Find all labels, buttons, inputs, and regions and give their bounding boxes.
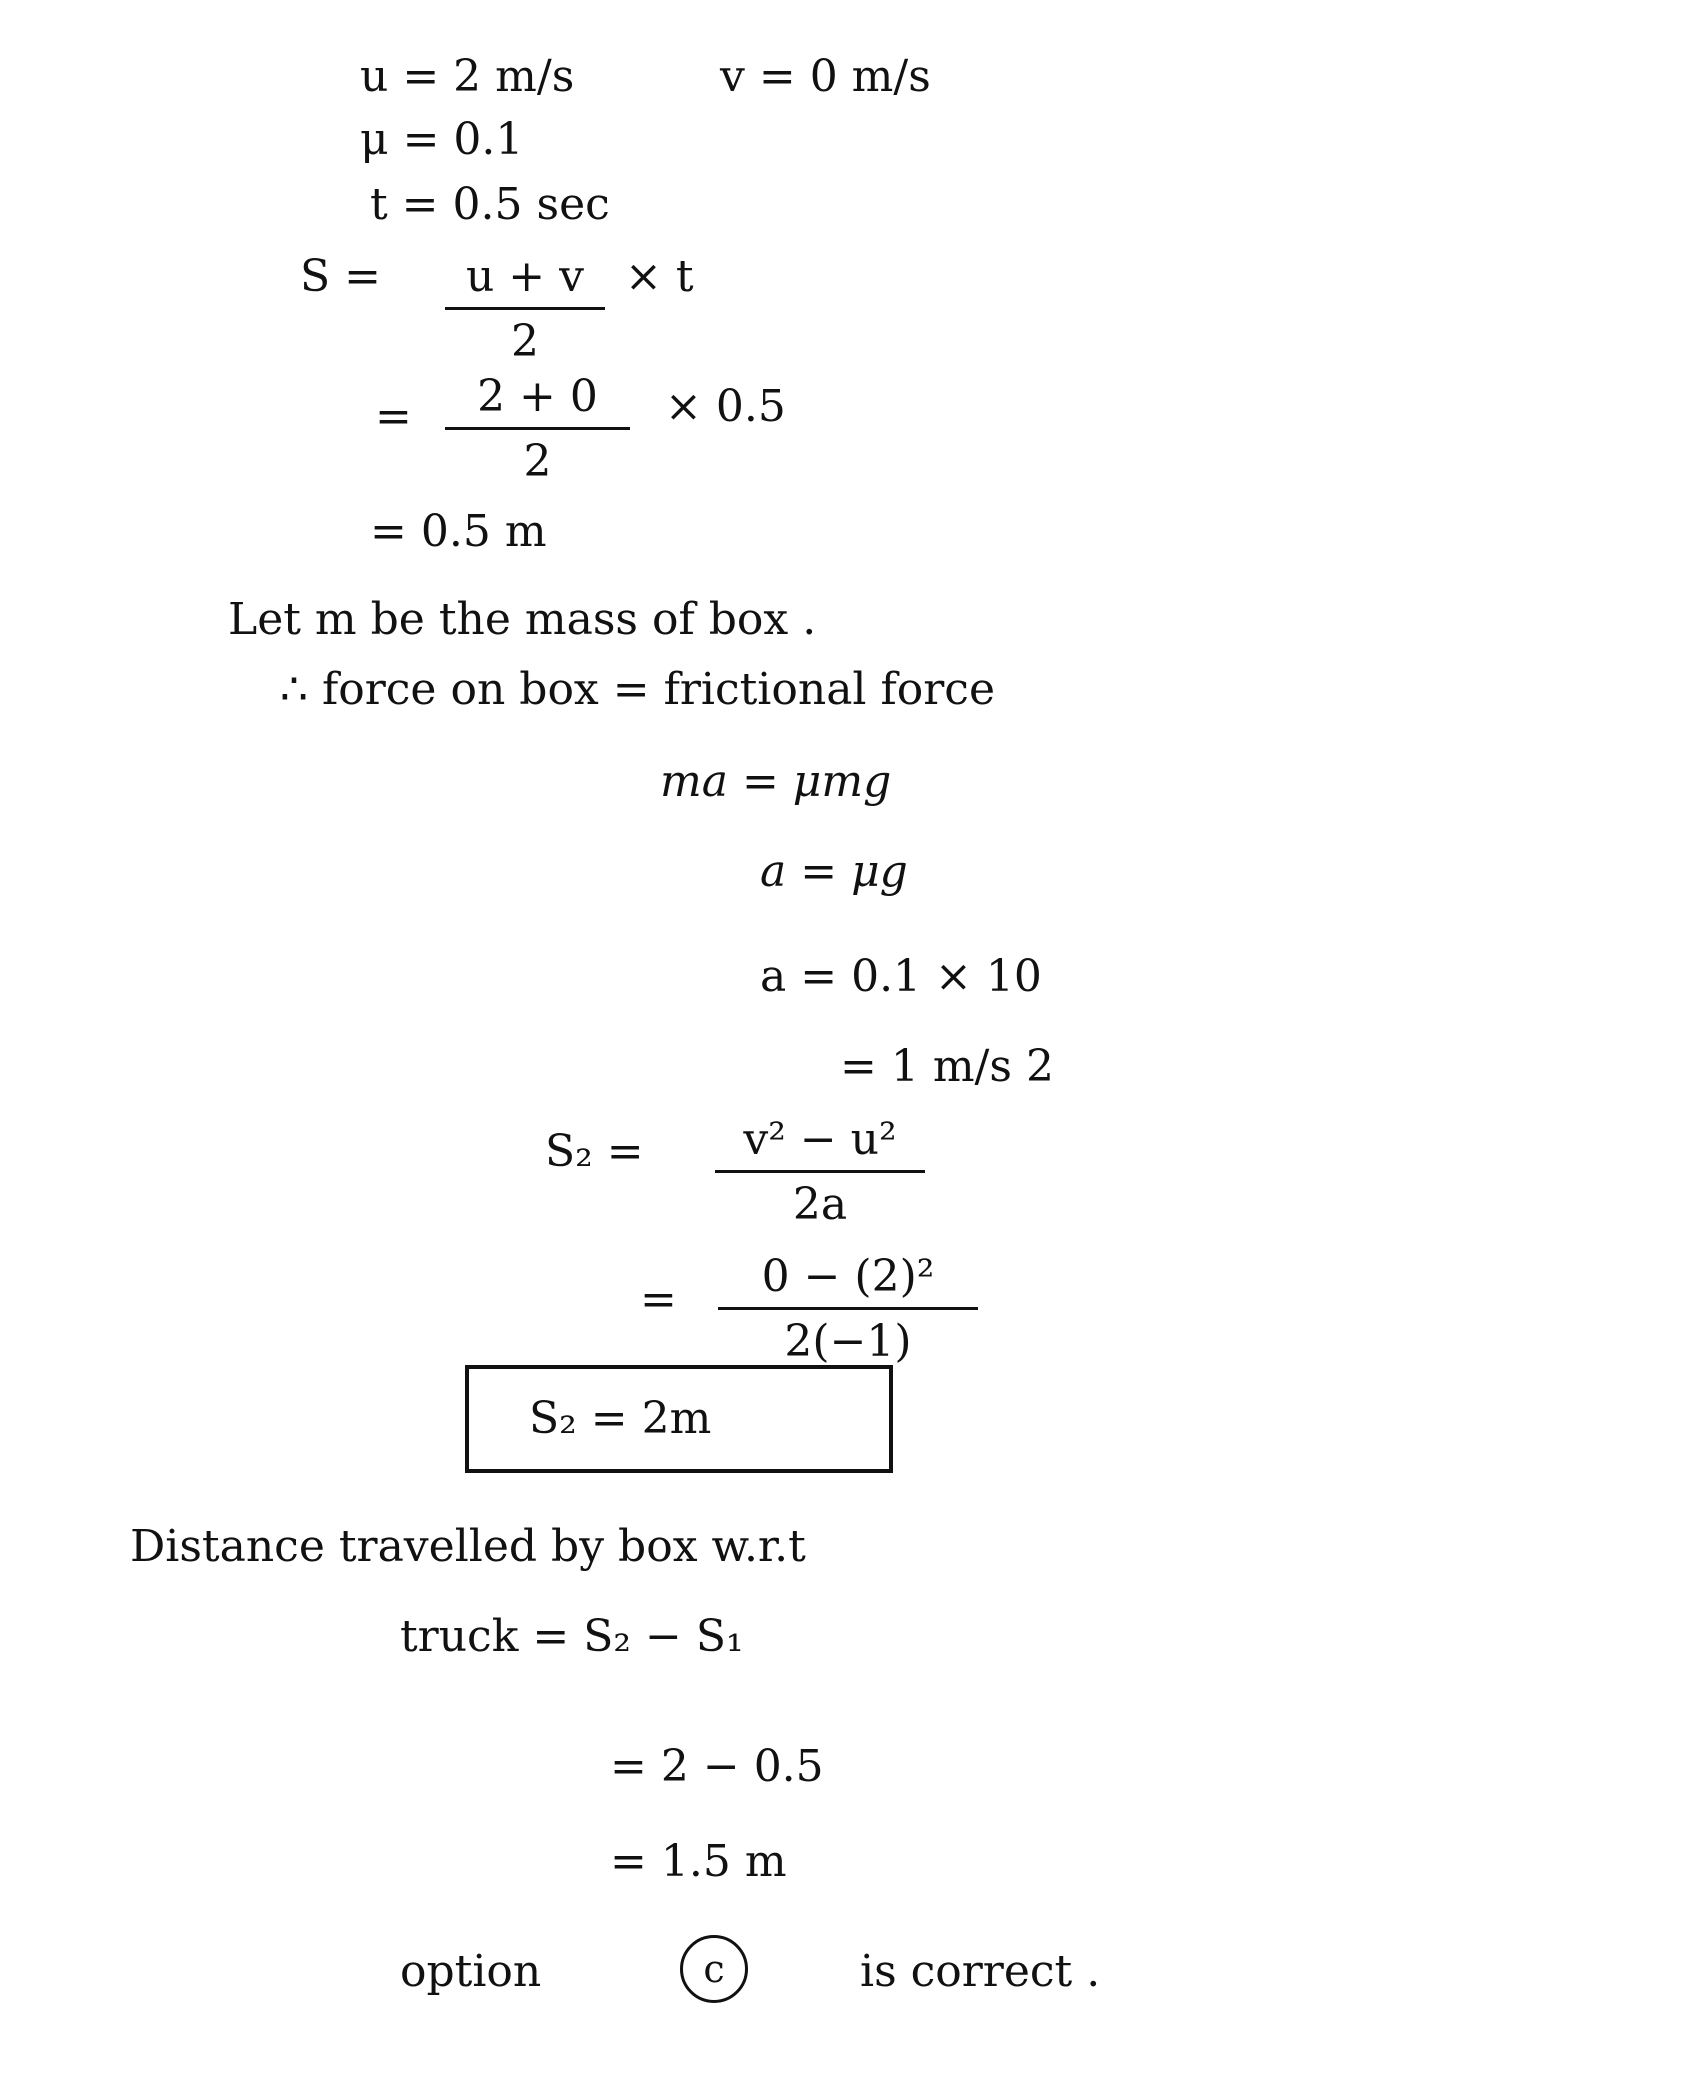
s2-fraction-substituted (718, 1251, 978, 1367)
let-mass-statement: Let m be the mass of box . (228, 594, 817, 645)
s1-fraction (445, 251, 605, 367)
s1-result: = 0.5 m (370, 506, 547, 557)
s1-lhs: S = (300, 251, 381, 302)
relative-distance-substitution: = 2 − 0.5 (610, 1741, 824, 1792)
s2-fraction (715, 1114, 925, 1230)
s2-lhs: S₂ = (545, 1126, 644, 1177)
s2-numerator: v² − u² (743, 1114, 897, 1165)
s2-result: S₂ = 2m (529, 1393, 712, 1444)
relative-distance-result: = 1.5 m (610, 1836, 787, 1887)
s2-numerator-substituted: 0 − (2)² (761, 1251, 935, 1302)
s1-denominator-substituted: 2 (523, 436, 552, 487)
s1-fraction-substituted (445, 371, 630, 487)
s1-numerator-substituted: 2 + 0 (477, 371, 598, 422)
s1-multiplier-substituted: × 0.5 (665, 381, 786, 432)
s2-denominator-substituted: 2(−1) (784, 1316, 912, 1367)
given-final-velocity: v = 0 m/s (720, 51, 931, 102)
boxed-result (465, 1365, 893, 1473)
option-letter: c (703, 1947, 725, 1991)
s2-denominator: 2a (792, 1179, 848, 1230)
newton-equation: ma = μmg (660, 756, 892, 807)
answer-prefix: option (400, 1946, 542, 1997)
acceleration-formula: a = μg (760, 846, 908, 897)
given-time: t = 0.5 sec (370, 179, 610, 230)
given-friction-coefficient: μ = 0.1 (360, 114, 524, 165)
answer-suffix: is correct . (860, 1946, 1101, 1997)
s1-numerator: u + v (465, 251, 585, 302)
acceleration-substitution: a = 0.1 × 10 (760, 951, 1042, 1002)
s1-denominator: 2 (511, 316, 539, 367)
relative-distance-formula: truck = S₂ − S₁ (400, 1611, 744, 1662)
s1-multiplier: × t (625, 251, 694, 302)
acceleration-result: = 1 m/s 2 (840, 1041, 1054, 1092)
force-statement: ∴ force on box = frictional force (280, 664, 995, 715)
relative-distance-heading: Distance travelled by box w.r.t (130, 1521, 806, 1572)
s2-equals: = (640, 1274, 677, 1325)
given-initial-velocity: u = 2 m/s (360, 51, 575, 102)
circled-option (680, 1935, 748, 2003)
s1-equals: = (375, 391, 412, 442)
